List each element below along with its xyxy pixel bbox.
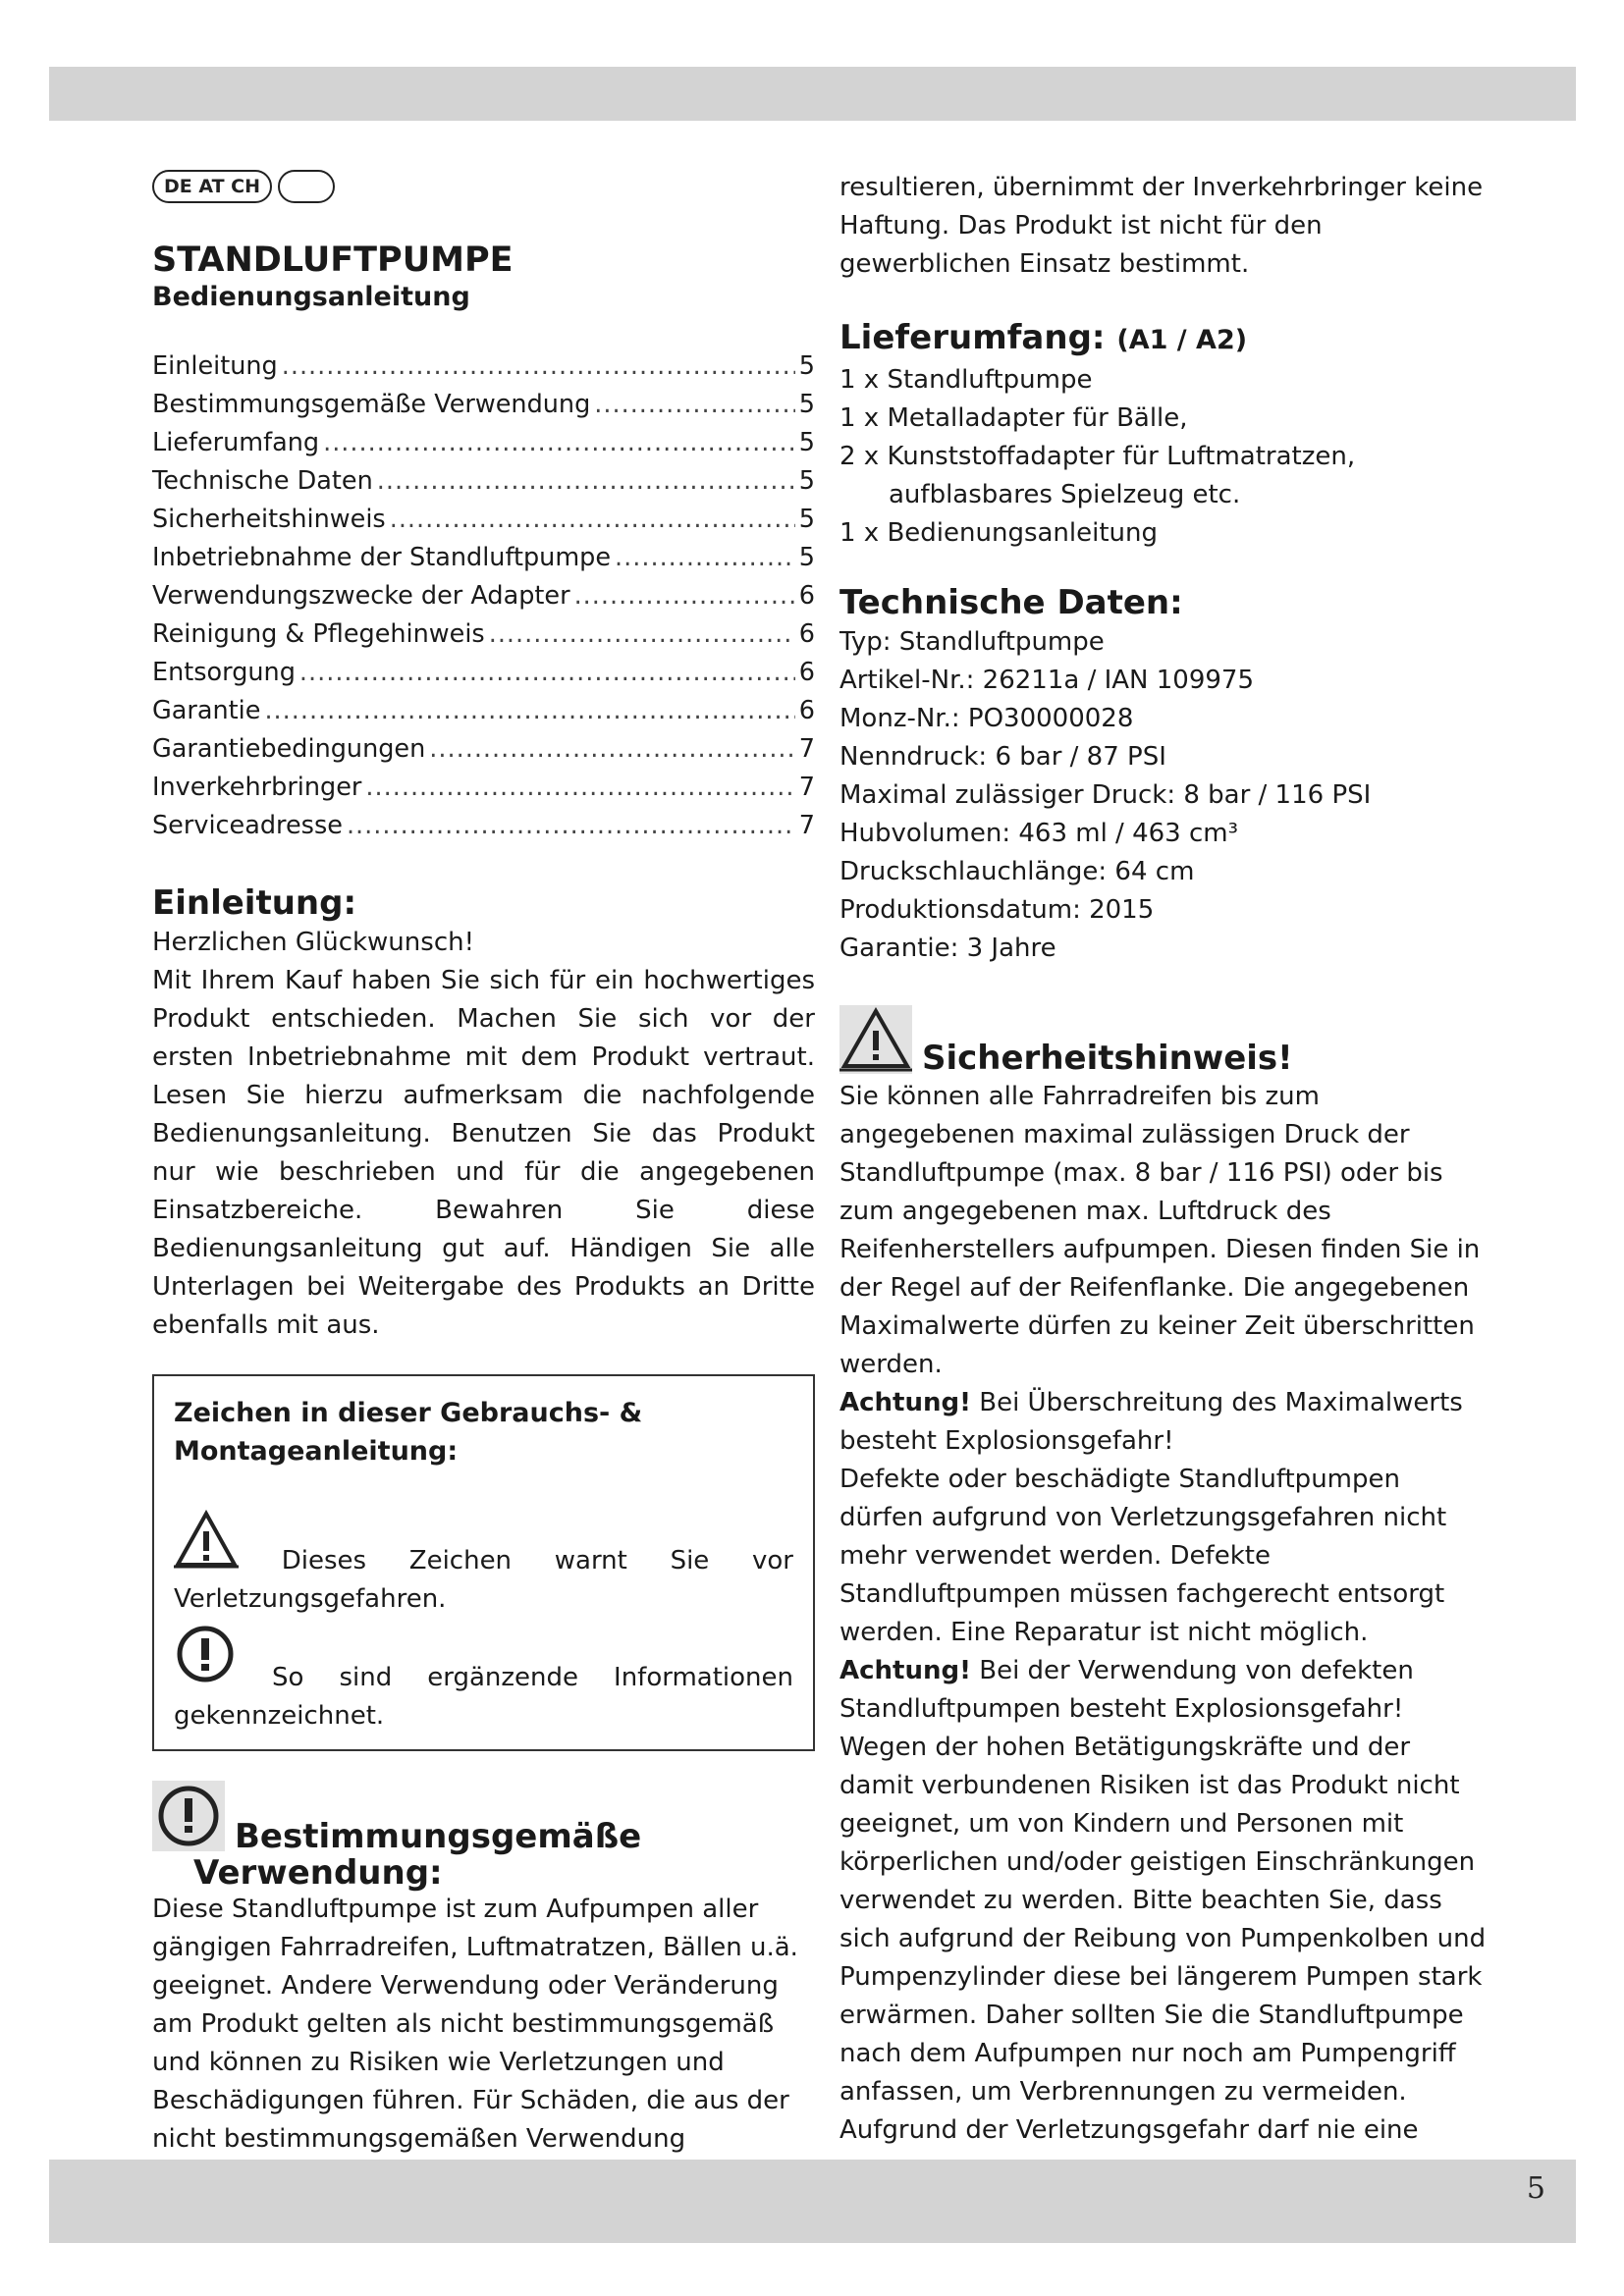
footer-bar	[49, 2160, 1576, 2243]
sicherheit-achtung-1	[839, 1384, 1488, 1461]
toc-entry: Technische Daten ..... 5	[152, 462, 815, 501]
lieferumfang-heading-text: Lieferumfang:	[839, 318, 1106, 357]
toc-entry: Garantiebedingungen ..... 7	[152, 730, 815, 769]
toc-entry: Lieferumfang ..... 5	[152, 424, 815, 462]
right-column	[839, 169, 1488, 2150]
toc-entry: Verwendungszwecke der Adapter ..... 6	[152, 577, 815, 615]
lieferumfang-heading	[839, 317, 1488, 361]
achtung-label: Achtung!	[839, 1656, 971, 1685]
tech-line: Typ: Standluftpumpe	[839, 627, 1105, 657]
page-number: 5	[1526, 2171, 1545, 2206]
left-column	[152, 169, 815, 2159]
info-symbol-text: So sind ergänzende Informationen gekennzeichnet.	[174, 1663, 794, 1731]
technische-daten-heading: Technische Daten:	[839, 583, 1183, 622]
verwendung-body: Diese Standluftpumpe ist zum Aufpumpen aller gängigen Fahrradreifen, Luftmatratzen, Bällen u.ä. geeignet. Andere Verwendung oder Veränderung am Produkt gelten als nicht bestimmungsgemäß und können zu Risiken wie Verletzungen und Beschädigungen führen. Für Schäden, die aus der nicht bestimmungsgemäßen Verwendung	[152, 1895, 798, 2154]
lieferumfang-item: 1 x Standluftpumpe	[839, 365, 1093, 395]
document-title: STANDLUFTPUMPE	[152, 240, 514, 280]
tech-line: Artikel-Nr.: 26211a / IAN 109975	[839, 666, 1255, 695]
sicherheit-heading-row	[839, 1005, 1488, 1078]
tech-line: Monz-Nr.: PO30000028	[839, 704, 1134, 733]
sicherheit-paragraph-2: Defekte oder beschädigte Standluftpumpen dürfen aufgrund von Verletzungsgefahren nicht mehr verwendet werden. Defekte Standluftpumpen müssen fachgerecht entsorgt werden. Eine Reparatur ist nicht möglich.	[839, 1465, 1447, 1647]
language-pill-empty	[278, 170, 335, 203]
warning-symbol-text: Dieses Zeichen warnt Sie vor Verletzungsgefahren.	[174, 1546, 793, 1614]
symbols-box	[152, 1374, 815, 1751]
tech-line: Hubvolumen: 463 ml / 463 cm³	[839, 819, 1239, 848]
toc-entry: Bestimmungsgemäße Verwendung ..... 5	[152, 386, 815, 424]
exclamation-circle-icon	[174, 1625, 237, 1697]
table-of-contents	[152, 347, 815, 845]
exclamation-circle-icon	[152, 1781, 225, 1855]
achtung-text: Bei Überschreitung des Maximalwerts besteht Explosionsgefahr!	[839, 1388, 1463, 1456]
warning-symbol-line	[174, 1510, 793, 1619]
einleitung-greeting: Herzlichen Glückwunsch!	[152, 928, 475, 957]
toc-entry: Inverkehrbringer ..... 7	[152, 769, 815, 807]
verwendung-continued: resultieren, übernimmt der Inverkehrbringer keine Haftung. Das Produkt ist nicht für den gewerblichen Einsatz bestimmt.	[839, 173, 1484, 279]
language-pill-de-at-ch: DE AT CH	[152, 170, 272, 203]
lieferumfang-item-continued: aufblasbares Spielzeug etc.	[889, 480, 1241, 509]
sicherheit-paragraph-3: Wegen der hohen Betätigungskräfte und der damit verbundenen Risiken ist das Produkt nicht geeignet, um von Kindern und Personen mit körperlichen und/oder geistigen Einschränkungen verwendet zu werden. Bitte beachten Sie, dass sich aufgrund der Reibung von Pumpenkolben und Pumpenzylinder diese bei längerem Pumpen stark erwärmen. Daher sollten Sie die Standluftpumpe nach dem Aufpumpen nur noch am Pumpengriff anfassen, um Verbrennungen zu vermeiden. Aufgrund der Verletzungsgefahr darf nie eine	[839, 1733, 1487, 2145]
verwendung-heading-line2: Verwendung:	[193, 1853, 443, 1893]
lieferumfang-item: 1 x Metalladapter für Bälle,	[839, 403, 1188, 433]
sicherheit-paragraph-1: Sie können alle Fahrradreifen bis zum angegebenen maximal zulässigen Druck der Standluftpumpe (max. 8 bar / 116 PSI) oder bis zum angegebenen max. Luftdruck des Reifenherstellers aufpumpen. Diesen finden Sie in der Regel auf der Reifenflanke. Die angegebenen Maximalwerte dürfen zu keiner Zeit überschritten werden.	[839, 1082, 1481, 1379]
symbols-box-title: Zeichen in dieser Gebrauchs- & Montageanleitung:	[174, 1398, 643, 1467]
language-pills	[152, 169, 815, 204]
einleitung-heading: Einleitung:	[152, 883, 357, 923]
tech-line: Maximal zulässiger Druck: 8 bar / 116 PSI	[839, 780, 1372, 810]
toc-entry: Entsorgung ..... 6	[152, 654, 815, 692]
tech-line: Produktionsdatum: 2015	[839, 895, 1155, 925]
toc-entry: Sicherheitshinweis ..... 5	[152, 501, 815, 539]
lieferumfang-item: 1 x Bedienungsanleitung	[839, 518, 1159, 548]
achtung-label: Achtung!	[839, 1388, 971, 1417]
warning-triangle-icon	[174, 1510, 239, 1580]
info-symbol-line	[174, 1625, 793, 1735]
lieferumfang-heading-suffix: (A1 / A2)	[1116, 325, 1248, 355]
toc-entry: Einleitung ..... 5	[152, 347, 815, 386]
toc-entry: Reinigung & Pflegehinweis ..... 6	[152, 615, 815, 654]
sicherheit-heading: Sicherheitshinweis!	[922, 1039, 1293, 1078]
tech-line: Garantie: 3 Jahre	[839, 934, 1056, 963]
toc-entry: Inbetriebnahme der Standluftpumpe ..... 5	[152, 539, 815, 577]
verwendung-heading-line1: Bestimmungsgemäße	[235, 1817, 642, 1856]
lieferumfang-item: 2 x Kunststoffadapter für Luftmatratzen,	[839, 442, 1356, 471]
tech-line: Druckschlauchlänge: 64 cm	[839, 857, 1195, 886]
einleitung-body: Mit Ihrem Kauf haben Sie sich für ein hochwertiges Produkt entschieden. Machen Sie sich vor der ersten Inbetriebnahme mit dem Produkt vertraut. Lesen Sie hierzu aufmerksam die nachfolgende Bedienungsanleitung. Benutzen Sie das Produkt nur wie beschrieben und für die angegebenen Einsatzbereiche. Bewahren Sie diese Bedienungsanleitung gut auf. Händigen Sie alle Unterlagen bei Weitergabe des Produkts an Dritte ebenfalls mit aus.	[152, 966, 815, 1340]
tech-line: Nenndruck: 6 bar / 87 PSI	[839, 742, 1166, 772]
header-bar	[49, 67, 1576, 121]
toc-entry: Serviceadresse ..... 7	[152, 807, 815, 845]
toc-entry: Garantie ..... 6	[152, 692, 815, 730]
document-subtitle: Bedienungsanleitung	[152, 282, 470, 312]
achtung-text: Bei der Verwendung von defekten Standluftpumpen besteht Explosionsgefahr!	[839, 1656, 1414, 1724]
sicherheit-achtung-2	[839, 1652, 1488, 1729]
warning-triangle-icon	[839, 1005, 912, 1078]
verwendung-heading-row	[152, 1781, 815, 1855]
